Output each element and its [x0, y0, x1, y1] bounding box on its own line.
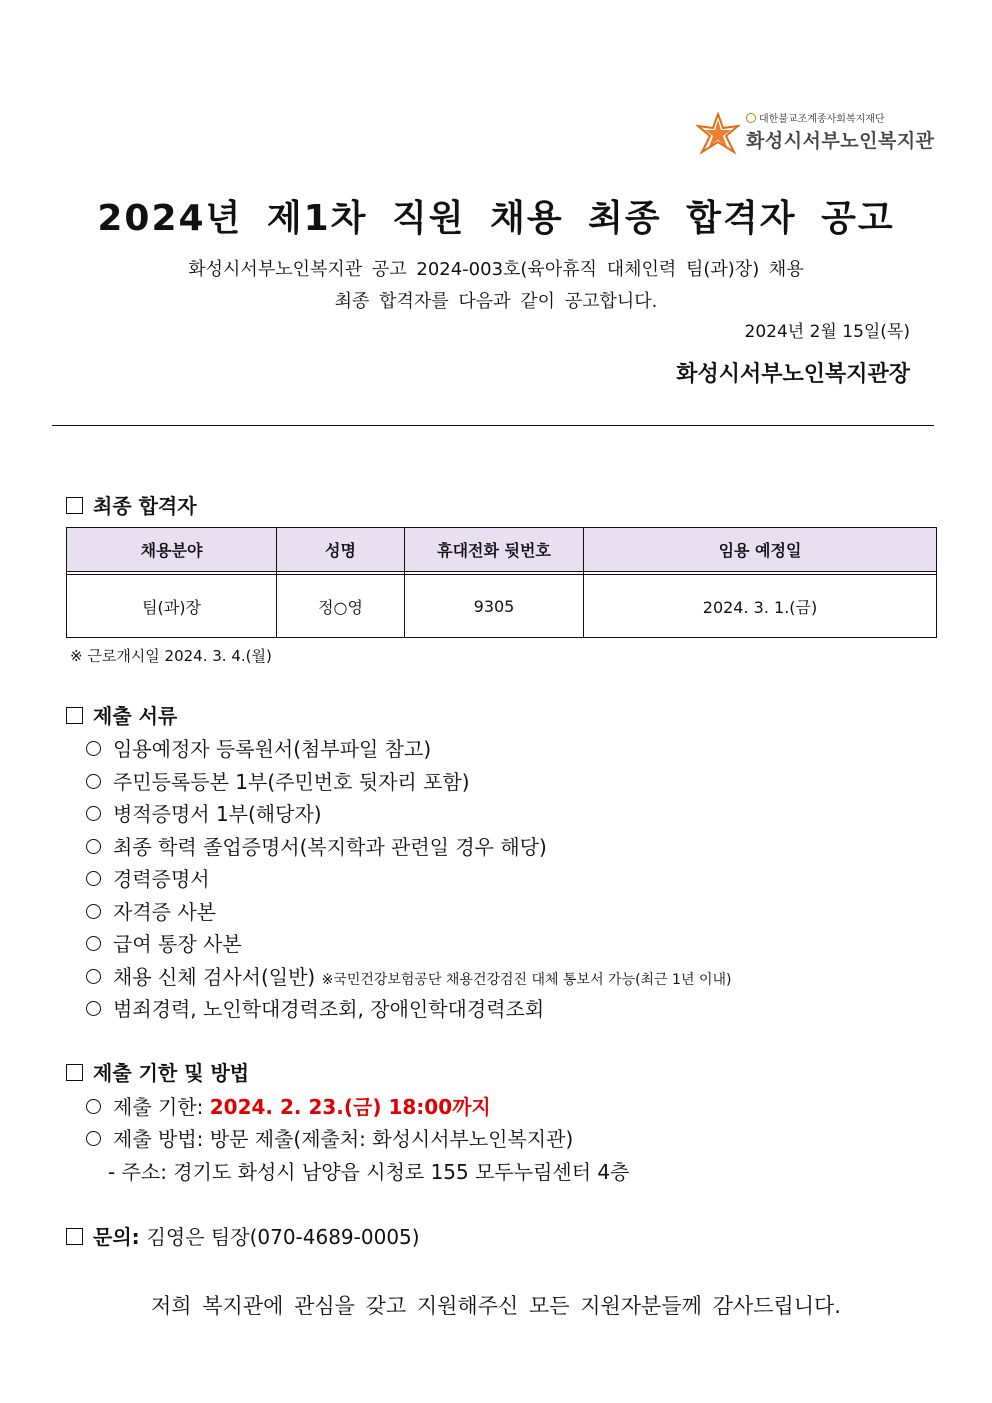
circle-bullet-icon — [86, 936, 101, 951]
list-item: 범죄경력, 노인학대경력조회, 장애인학대경력조회 — [86, 993, 544, 1022]
list-item: 급여 통장 사본 — [86, 928, 242, 957]
col-header-name: 성명 — [277, 528, 405, 572]
method-value: 방문 제출(제출처: 화성시서부노인복지관) — [209, 1127, 574, 1151]
contact-line: 문의: 김영은 팀장(070-4689-0005) — [66, 1221, 420, 1250]
contact-value: 김영은 팀장(070-4689-0005) — [146, 1225, 420, 1249]
org-parent-name: 대한불교조계종사회복지재단 — [746, 110, 885, 125]
col-header-field: 채용분야 — [67, 528, 277, 572]
cell-name: 정○영 — [277, 575, 405, 638]
cell-date: 2024. 3. 1.(금) — [584, 575, 937, 638]
circle-bullet-icon — [86, 904, 101, 919]
circle-bullet-icon — [86, 1131, 101, 1146]
circle-bullet-icon — [86, 1001, 101, 1016]
checkbox-icon — [66, 1228, 83, 1245]
method-item: 제출 방법: 방문 제출(제출처: 화성시서부노인복지관) — [86, 1123, 573, 1152]
health-check-note: ※국민건강보험공단 채용건강검진 대체 통보서 가능(최근 1년 이내) — [321, 972, 732, 988]
checkbox-icon — [66, 1064, 83, 1081]
signer: 화성시서부노인복지관장 — [676, 362, 910, 387]
circle-bullet-icon — [86, 839, 101, 854]
circle-bullet-icon — [86, 774, 101, 789]
result-table — [66, 527, 937, 638]
list-item: 임용예정자 등록원서(첨부파일 참고) — [86, 733, 431, 762]
org-name: 화성시서부노인복지관 — [746, 130, 935, 152]
start-date-note: ※ 근로개시일 2024. 3. 4.(월) — [70, 647, 272, 665]
list-item: 채용 신체 검사서(일반) ※국민건강보험공단 채용건강검진 대체 통보서 가능(최근 1년 이내) — [86, 961, 731, 990]
circle-bullet-icon — [86, 806, 101, 821]
section-deadline-heading: 제출 기한 및 방법 — [66, 1057, 249, 1086]
deadline-value: 2024. 2. 23.(금) 18:00까지 — [209, 1095, 491, 1119]
table-header-row — [67, 528, 937, 572]
col-header-date: 임용 예정일 — [584, 528, 937, 572]
circle-bullet-icon — [86, 969, 101, 984]
thanks-message: 저희 복지관에 관심을 갖고 지원해주신 모든 지원자분들께 감사드립니다. — [151, 1294, 841, 1318]
header-logo — [696, 108, 936, 158]
list-item: 최종 학력 졸업증명서(복지학과 관련일 경우 해당) — [86, 831, 547, 860]
notice-date: 2024년 2월 15일(목) — [744, 322, 910, 342]
intro-line-2: 최종 합격자를 다음과 같이 공고합니다. — [334, 291, 658, 312]
list-item: 자격증 사본 — [86, 896, 216, 925]
intro-line-1: 화성시서부노인복지관 공고 2024-003호(육아휴직 대체인력 팀(과)장) 채용 — [188, 259, 804, 280]
section-docs-heading: 제출 서류 — [66, 700, 177, 729]
address-line: - 주소: 경기도 화성시 남양읍 시청로 155 모두누림센터 4층 — [108, 1160, 630, 1184]
section-result-heading: 최종 합격자 — [66, 490, 197, 519]
page-title: 2024년 제1차 직원 채용 최종 합격자 공고 — [97, 198, 895, 239]
divider — [52, 425, 934, 426]
deadline-item: 제출 기한: 2024. 2. 23.(금) 18:00까지 — [86, 1091, 491, 1120]
cell-phone: 9305 — [405, 575, 584, 638]
star-burst-logo-icon — [696, 112, 740, 156]
circle-bullet-icon — [86, 871, 101, 886]
table-row — [67, 575, 937, 638]
list-item: 주민등록등본 1부(주민번호 뒷자리 포함) — [86, 766, 470, 795]
checkbox-icon — [66, 707, 83, 724]
circle-bullet-icon — [86, 1099, 101, 1114]
checkbox-icon — [66, 497, 83, 514]
list-item: 경력증명서 — [86, 863, 210, 892]
col-header-phone: 휴대전화 뒷번호 — [405, 528, 584, 572]
list-item: 병적증명서 1부(해당자) — [86, 798, 322, 827]
cell-field: 팀(과)장 — [67, 575, 277, 638]
circle-bullet-icon — [86, 741, 101, 756]
